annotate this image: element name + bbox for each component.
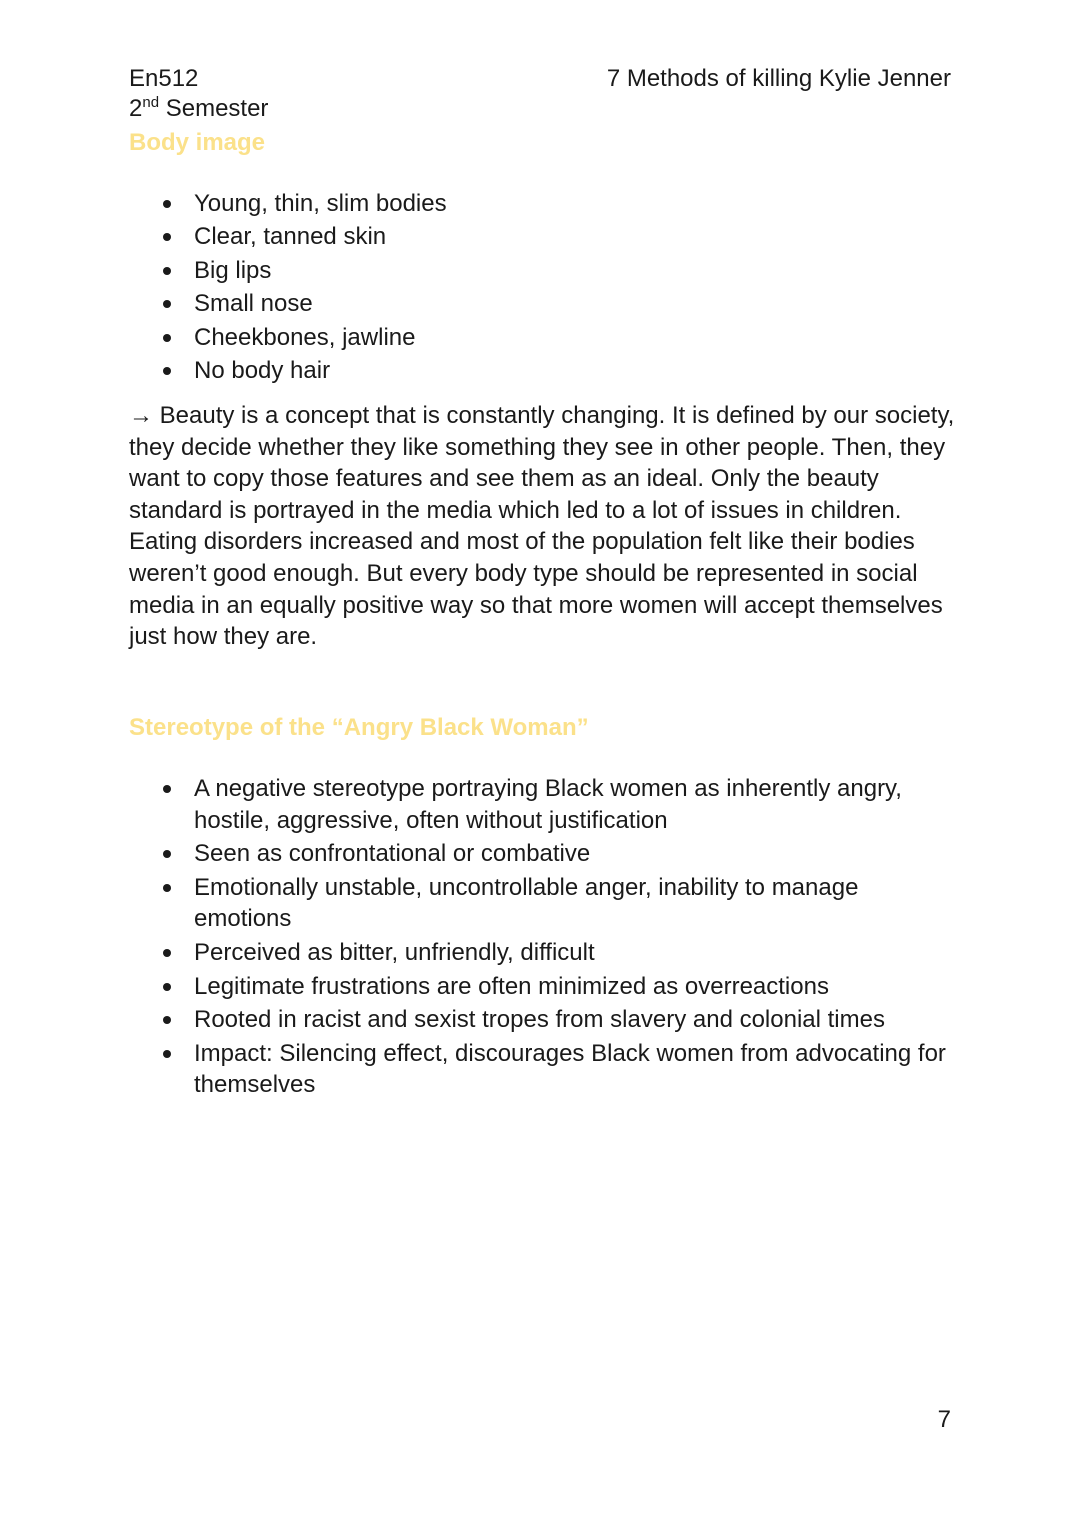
list-item-text: No body hair <box>194 357 331 385</box>
list-item <box>129 1004 959 1036</box>
section-heading-body-image: Body image <box>129 129 266 156</box>
semester-suffix: nd <box>142 94 160 111</box>
list-item-text: Perceived as bitter, unfriendly, difficult <box>194 938 595 966</box>
semester-line <box>129 94 268 124</box>
document-title: 7 Methods of killing Kylie Jenner <box>606 65 951 92</box>
list-item <box>129 254 959 287</box>
course-code: En512 <box>129 65 199 92</box>
body-image-list <box>129 187 959 387</box>
list-item-text: Seen as confrontational or combative <box>194 840 591 868</box>
list-item <box>129 220 959 253</box>
list-item <box>129 937 959 969</box>
list-item-text: A negative stereotype portraying Black women as inherently angry, hostile, aggressive, often without justification <box>194 775 902 834</box>
list-item <box>129 354 959 387</box>
list-item <box>129 1038 959 1101</box>
list-item-text: Rooted in racist and sexist tropes from slavery and colonial times <box>194 1006 885 1034</box>
section-heading-stereotype: Stereotype of the “Angry Black Woman” <box>129 714 589 741</box>
bullet-icon <box>163 300 171 308</box>
bullet-icon <box>163 949 171 957</box>
list-item <box>129 287 959 320</box>
list-item <box>129 321 959 354</box>
list-item-text: Big lips <box>194 256 272 284</box>
bullet-icon <box>163 334 171 342</box>
bullet-icon <box>163 233 171 241</box>
list-item <box>129 838 959 870</box>
list-item-text: Young, thin, slim bodies <box>194 190 447 217</box>
list-item <box>129 971 959 1003</box>
bullet-icon <box>163 367 171 375</box>
bullet-icon <box>163 1050 171 1058</box>
bullet-icon <box>163 1016 171 1024</box>
header-course-info <box>129 64 268 124</box>
stereotype-list <box>129 773 959 1103</box>
semester-word: Semester <box>165 95 269 122</box>
semester-number: 2 <box>129 95 143 122</box>
list-item-text: Cheekbones, jawline <box>194 323 416 351</box>
bullet-icon <box>163 785 171 793</box>
bullet-icon <box>163 884 171 892</box>
list-item-text: Impact: Silencing effect, discourages Black women from advocating for themselves <box>194 1039 946 1099</box>
list-item-text: Small nose <box>194 290 313 318</box>
bullet-icon <box>163 983 171 991</box>
bullet-icon <box>163 200 171 208</box>
page-number: 7 <box>937 1406 951 1433</box>
list-item <box>129 773 959 836</box>
list-item-text: Clear, tanned skin <box>194 223 387 251</box>
list-item-text: Legitimate frustrations are often minimized as overreactions <box>194 972 829 1000</box>
body-image-paragraph: → Beauty is a concept that is constantly changing. It is defined by our society, they decide whether they like something they see in other people. Then, they want to copy those features and see them as an ideal. Only the beauty standard is portrayed in the media which led to a lot of issues in children. Eating disorders increased and most of the population felt like their bodies weren’t good enough. But every body type should be represented in social media in an equally positive way so that more women will accept themselves just how they are. <box>129 402 955 651</box>
list-item <box>129 872 959 935</box>
list-item-text: Emotionally unstable, uncontrollable anger, inability to manage emotions <box>194 873 859 933</box>
list-item <box>129 187 959 220</box>
bullet-icon <box>163 267 171 275</box>
bullet-icon <box>163 850 171 858</box>
